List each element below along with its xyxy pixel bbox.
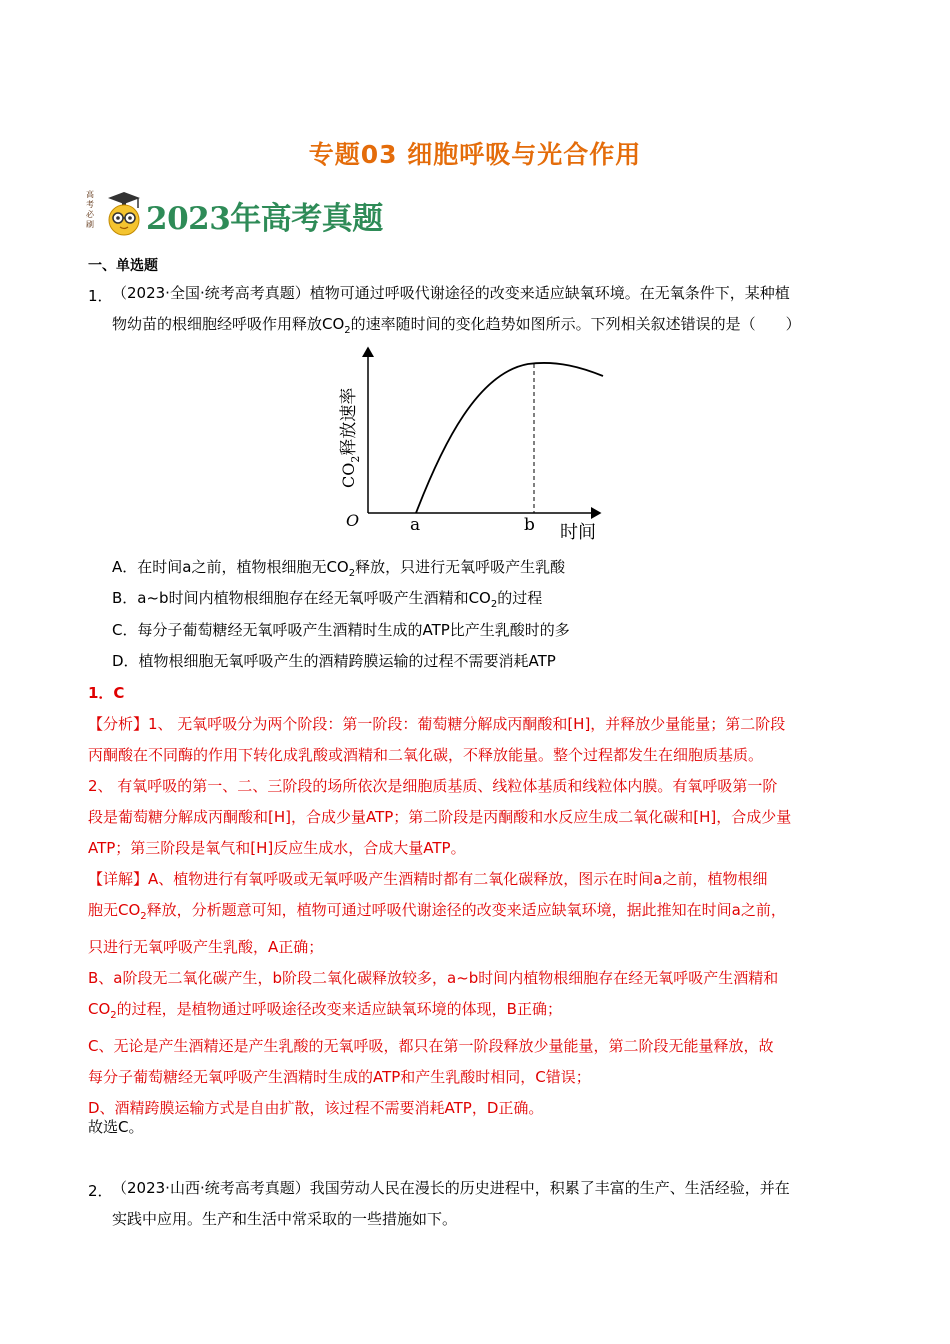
answer-line: 1．C	[88, 684, 125, 702]
tick-b-label: b	[524, 515, 535, 535]
detail-line: B、a阶段无二氧化碳产生，b阶段二氧化碳释放较多，a~b时间内植物根细胞存在经无氧呼吸产生酒精和	[88, 969, 779, 987]
co2-rate-graph	[328, 338, 608, 548]
option-d: D．植物根细胞无氧呼吸产生的酒精跨膜运输的过程不需要消耗ATP	[112, 652, 556, 670]
option-a: A．在时间a之前，植物根细胞无$CO_2$释放，只进行无氧呼吸产生乳酸	[112, 558, 566, 579]
question-line: （2023·全国·统考高考真题）植物可通过呼吸代谢途径的改变来适应缺氧环境。在无氧条件下，某种植	[112, 284, 790, 302]
y-axis-label	[339, 388, 362, 488]
banner-heading: 2023年高考真题	[146, 200, 383, 237]
scholar-owl-icon	[86, 190, 146, 240]
detail-line: C、无论是产生酒精还是产生乳酸的无氧呼吸，都只在第一阶段释放少量能量，第二阶段无能量释放，故	[88, 1037, 774, 1055]
section-heading: 一、单选题	[88, 258, 158, 274]
analysis-block	[88, 709, 863, 1124]
detail-line: 胞无$CO_2$释放，分析题意可知，植物可通过呼吸代谢途径的改变来适应缺氧环境，据此推知在时间a之前，	[88, 901, 786, 922]
tick-a-label: a	[410, 515, 421, 535]
question-number: 1．	[88, 287, 113, 305]
page-title: 专题03 细胞呼吸与光合作用	[308, 140, 642, 169]
question-number: 2．	[88, 1182, 113, 1200]
rate-curve	[416, 363, 603, 513]
option-b: B．a~b时间内植物根细胞存在经无氧呼吸产生酒精和$CO_2$的过程	[112, 589, 543, 610]
question-line: （2023·山西·统考高考真题）我国劳动人民在漫长的历史进程中，积累了丰富的生产、生活经验，并在	[112, 1179, 790, 1197]
question-line: 实践中应用。生产和生活中常采取的一些措施如下。	[112, 1210, 458, 1228]
x-axis-label: 时间	[560, 522, 596, 543]
question-text	[112, 278, 862, 346]
analysis-line: ATP；第三阶段是氧气和[H]反应生成水，合成大量ATP。	[88, 839, 466, 857]
question-line: 物幼苗的根细胞经呼吸作用释放$CO_2$的速率随时间的变化趋势如图所示。下列相关叙述错误的是（ ）	[112, 315, 801, 336]
detail-line: 只进行无氧呼吸产生乳酸，A正确；	[88, 938, 324, 956]
detail-line: 【详解】A、植物进行有氧呼吸或无氧呼吸产生酒精时都有二氧化碳释放，图示在时间a之前，植物根细	[88, 870, 768, 888]
analysis-line: 丙酮酸在不同酶的作用下转化成乳酸或酒精和二氧化碳，不释放能量。整个过程都发生在细胞质基质。	[88, 746, 764, 764]
option-c: C．每分子葡萄糖经无氧呼吸产生酒精时生成的ATP比产生乳酸时的多	[112, 621, 570, 639]
analysis-line: 段是葡萄糖分解成丙酮酸和[H]，合成少量ATP；第二阶段是丙酮酸和水反应生成二氧化碳和[H]，合成少量	[88, 808, 792, 826]
analysis-line: 【分析】1、 无氧呼吸分为两个阶段：第一阶段：葡萄糖分解成丙酮酸和[H]，并释放少量能量；第二阶段	[88, 715, 786, 733]
badge-text: 高考必刷	[86, 190, 94, 229]
question-text	[112, 1173, 862, 1235]
svg-text:CO2释放速率: $CO_2$释放速率	[339, 387, 362, 488]
detail-line: D、酒精跨膜运输方式是自由扩散，该过程不需要消耗ATP，D正确。	[88, 1099, 544, 1117]
analysis-line: 2、 有氧呼吸的第一、二、三阶段的场所依次是细胞质基质、线粒体基质和线粒体内膜。有氧呼吸第一阶	[88, 777, 778, 795]
final-answer: 故选C。	[88, 1118, 144, 1136]
section-banner	[86, 190, 383, 240]
origin-label: O	[346, 511, 360, 530]
detail-line: 每分子葡萄糖经无氧呼吸产生酒精时生成的ATP和产生乳酸时相同，C错误；	[88, 1068, 591, 1086]
detail-line: $CO_2$的过程，是植物通过呼吸途径改变来适应缺氧环境的体现，B正确；	[88, 1000, 562, 1021]
